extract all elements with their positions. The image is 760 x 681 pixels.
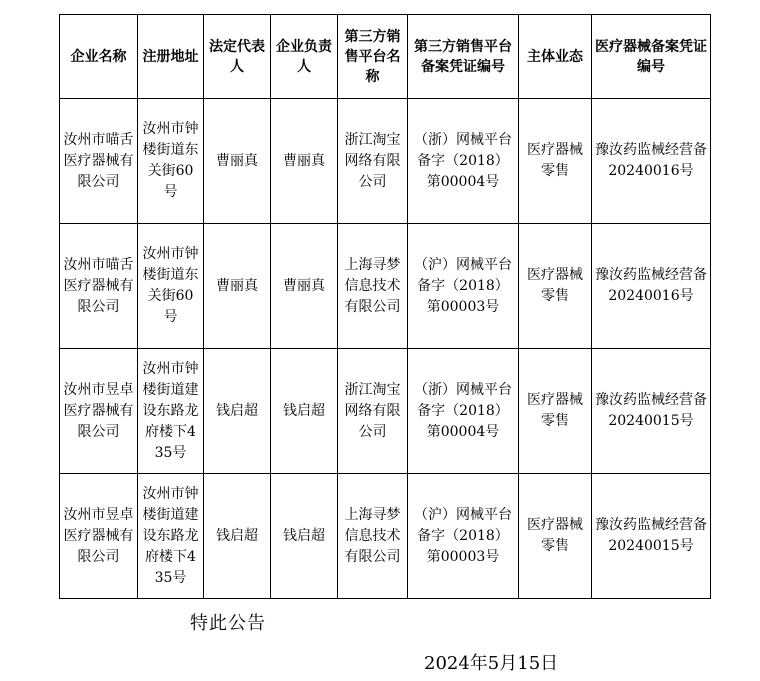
cell-platform-filing-number: （沪）网械平台备字（2018）第00003号 [408,224,519,349]
notice-date: 2024年5月15日 [424,653,559,674]
cell-legal-representative: 钱启超 [204,349,271,474]
header-company-name: 企业名称 [60,15,138,99]
header-legal-representative: 法定代表人 [204,15,271,99]
cell-platform-filing-number: （沪）网械平台备字（2018）第00003号 [408,474,519,599]
cell-platform-name: 浙江淘宝网络有限公司 [338,349,408,474]
header-company-manager: 企业负责人 [271,15,338,99]
table-row [60,224,711,349]
cell-company-manager: 曹丽真 [271,224,338,349]
cell-device-filing-number: 豫汝药监械经营备20240015号 [592,474,711,599]
table-row [60,474,711,599]
header-platform-name: 第三方销售平台名称 [338,15,408,99]
cell-registered-address: 汝州市钟楼街道东关街60号 [138,99,204,224]
closing-note: 特此公告 [190,613,266,634]
cell-registered-address: 汝州市钟楼街道建设东路龙府楼下435号 [138,349,204,474]
header-platform-filing-number: 第三方销售平台备案凭证编号 [408,15,519,99]
table-row [60,99,711,224]
cell-registered-address: 汝州市钟楼街道东关街60号 [138,224,204,349]
header-business-type: 主体业态 [519,15,592,99]
cell-company-manager: 钱启超 [271,349,338,474]
cell-company-manager: 钱启超 [271,474,338,599]
cell-business-type: 医疗器械零售 [519,474,592,599]
header-device-filing-number: 医疗器械备案凭证编号 [592,15,711,99]
cell-platform-filing-number: （浙）网械平台备字（2018）第00004号 [408,99,519,224]
cell-registered-address: 汝州市钟楼街道建设东路龙府楼下435号 [138,474,204,599]
cell-platform-name: 浙江淘宝网络有限公司 [338,99,408,224]
filing-table [59,14,711,599]
cell-device-filing-number: 豫汝药监械经营备20240016号 [592,99,711,224]
cell-business-type: 医疗器械零售 [519,349,592,474]
table-row [60,349,711,474]
cell-company-name: 汝州市昱卓医疗器械有限公司 [60,474,138,599]
cell-platform-filing-number: （浙）网械平台备字（2018）第00004号 [408,349,519,474]
table-header-row [60,15,711,99]
cell-legal-representative: 钱启超 [204,474,271,599]
cell-legal-representative: 曹丽真 [204,99,271,224]
cell-platform-name: 上海寻梦信息技术有限公司 [338,224,408,349]
cell-device-filing-number: 豫汝药监械经营备20240015号 [592,349,711,474]
header-registered-address: 注册地址 [138,15,204,99]
cell-business-type: 医疗器械零售 [519,224,592,349]
cell-company-name: 汝州市喵舌医疗器械有限公司 [60,99,138,224]
cell-legal-representative: 曹丽真 [204,224,271,349]
cell-company-manager: 曹丽真 [271,99,338,224]
cell-company-name: 汝州市喵舌医疗器械有限公司 [60,224,138,349]
cell-device-filing-number: 豫汝药监械经营备20240016号 [592,224,711,349]
cell-company-name: 汝州市昱卓医疗器械有限公司 [60,349,138,474]
cell-business-type: 医疗器械零售 [519,99,592,224]
cell-platform-name: 上海寻梦信息技术有限公司 [338,474,408,599]
